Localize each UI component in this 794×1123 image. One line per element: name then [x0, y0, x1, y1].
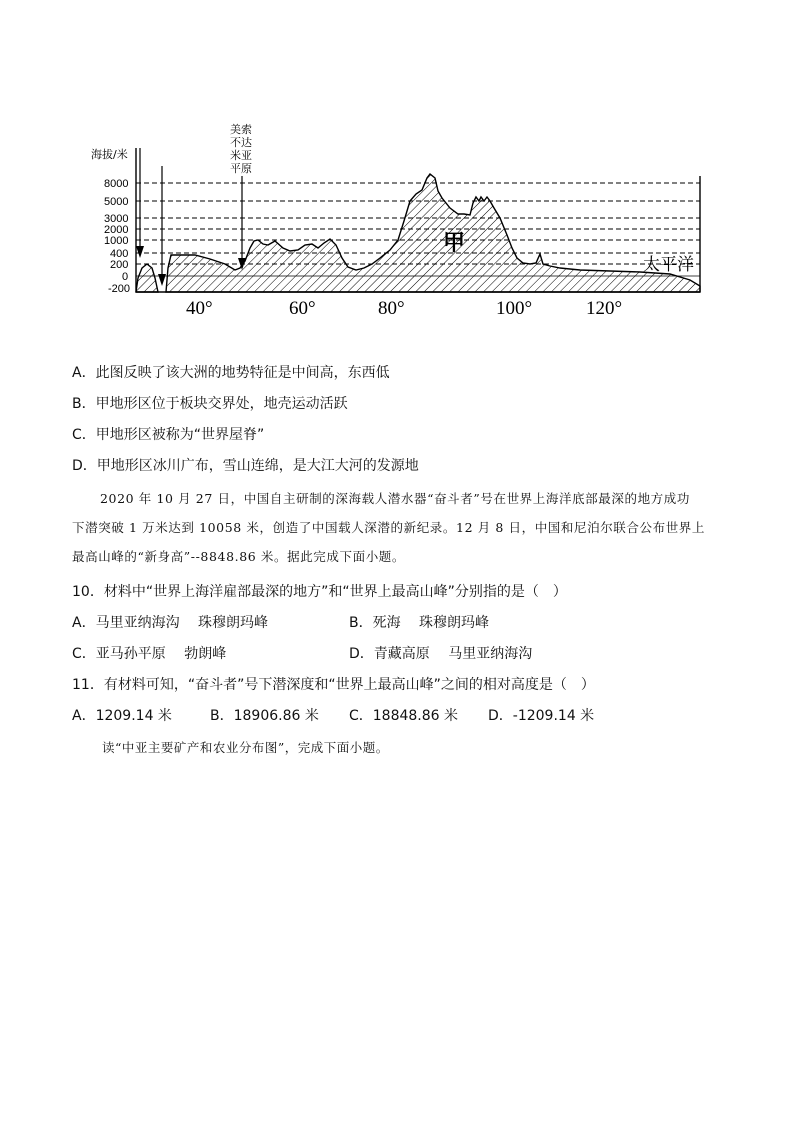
elev-tick-label: 5000	[104, 196, 129, 208]
elev-tick-label: 3000	[104, 213, 129, 225]
material-line-text: 2020 年 10 月 27 日，中国自主研制的深海载人潜水器“奋斗者”号在世界上海洋底部最深的地方成功	[100, 491, 690, 506]
terrain-profile-figure	[80, 118, 720, 326]
elev-tick-label: 1000	[104, 235, 129, 247]
q9-option-b: B．甲地形区位于板块交界处，地壳运动活跃	[72, 396, 348, 412]
longitude-tick-label: 60°	[289, 298, 316, 319]
q11-option-d: D．-1209.14 米	[488, 708, 595, 724]
q10-option-b: B．死海 珠穆朗玛峰	[349, 615, 490, 631]
q11-option-a: A．1209.14 米	[72, 708, 172, 724]
elev-tick-label: 400	[110, 248, 129, 260]
q10-option-a: A．马里亚纳海沟 珠穆朗玛峰	[72, 615, 269, 631]
material-line	[72, 484, 724, 513]
longitude-tick-label: 100°	[496, 298, 533, 319]
terrain-profile	[136, 174, 700, 292]
q9-option-a: A．此图反映了该大洲的地势特征是中间高，东西低	[72, 365, 390, 381]
elev-tick-label: 200	[110, 259, 129, 271]
material-line: 最高山峰的“新身高”--8848.86 米。据此完成下面小题。	[72, 549, 405, 564]
material-line: 下潜突破 1 万米达到 10058 米，创造了中国载人深潜的新纪录。12 月 8 日，中国和尼泊尔联合公布世界上	[72, 520, 705, 535]
plain-label-line: 米亚	[230, 149, 252, 162]
left-arrow-2	[158, 166, 166, 286]
q10-stem: 10．材料中“世界上海洋雇部最深的地方”和“世界上最高山峰”分别指的是（ ）	[72, 584, 567, 600]
elev-tick-label: 2000	[104, 224, 129, 236]
longitude-tick-label: 40°	[186, 298, 213, 319]
longitude-tick-label: 120°	[586, 298, 623, 319]
material-paragraph	[72, 484, 724, 571]
q11-option-b: B．18906.86 米	[210, 708, 319, 724]
q10-option-c: C．亚马孙平原 勃朗峰	[72, 646, 227, 662]
longitude-tick-label: 80°	[378, 298, 405, 319]
elev-tick-label: 0	[122, 271, 129, 283]
reading-prompt: 读“中亚主要矿产和农业分布图”，完成下面小题。	[102, 740, 389, 755]
y-axis-title: 海拔/米	[91, 148, 128, 161]
elev-tick-label: -200	[108, 283, 131, 295]
plain-label-line: 美索	[230, 123, 252, 136]
left-arrow-1	[136, 148, 144, 258]
q11-stem: 11．有材料可知，“奋斗者”号下潜深度和“世界上最高山峰”之间的相对高度是（ ）	[72, 677, 595, 693]
q10-option-d: D．青藏高原 马里亚纳海沟	[349, 646, 533, 662]
plain-arrow	[238, 176, 246, 270]
ocean-label: 太平洋	[643, 255, 694, 275]
q9-option-c: C．甲地形区被称为“世界屋脊”	[72, 427, 265, 443]
region-label: 甲	[443, 231, 466, 256]
elev-tick-label: 8000	[104, 178, 129, 190]
q11-option-c: C．18848.86 米	[349, 708, 459, 724]
q9-option-d: D．甲地形区冰川广布，雪山连绵，是大江大河的发源地	[72, 458, 419, 474]
plain-label-line: 不达	[230, 136, 252, 149]
plain-label-line: 平原	[230, 162, 252, 175]
